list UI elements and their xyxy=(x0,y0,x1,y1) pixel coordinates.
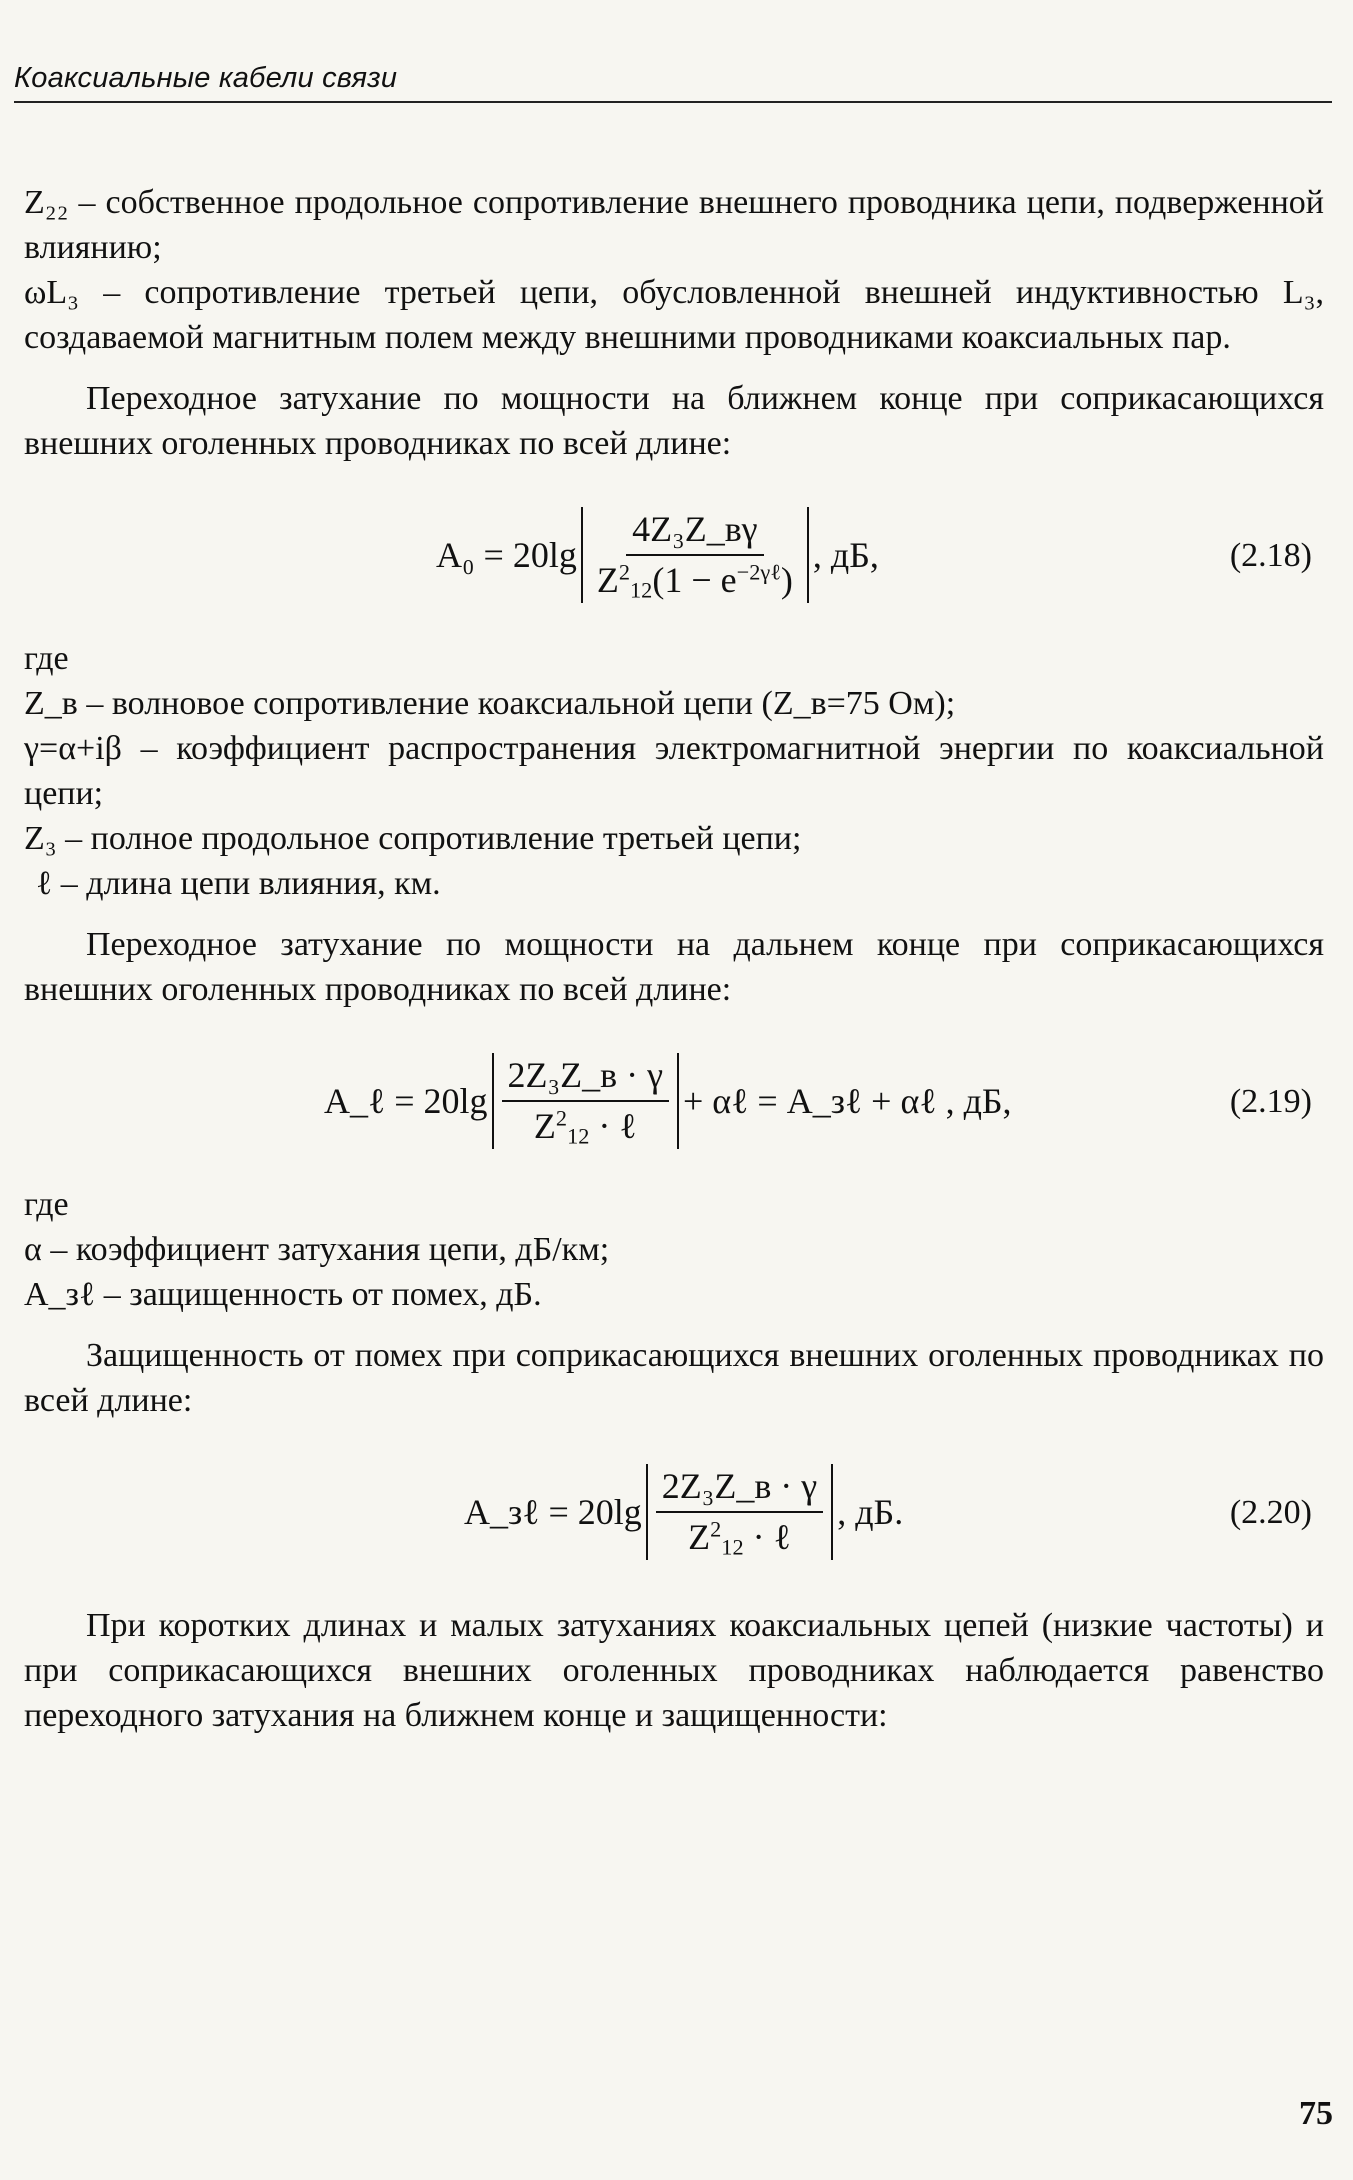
eq2-denominator xyxy=(528,1102,643,1149)
eq3-lhs: A_зℓ = 20lg xyxy=(464,1491,642,1532)
definition-zv: Z_в – волновое сопротивление коаксиальной цепи (Z_в=75 Ом); xyxy=(24,685,956,722)
eq3-den-length: · ℓ xyxy=(743,1517,791,1557)
definition-protection: A_зℓ – защищенность от помех, дБ. xyxy=(24,1276,542,1313)
eq2-abs xyxy=(492,1053,679,1149)
eq1-fraction xyxy=(591,507,799,603)
paragraph-near-end: Переходное затухание по мощности на ближнем конце при соприкасающихся внешних оголенных проводниках по всей длине: xyxy=(24,380,1324,462)
eq3-den-sub: 12 xyxy=(721,1534,744,1560)
definition-z3: Z₃ – полное продольное сопротивление третьей цепи; xyxy=(24,820,802,857)
equation-number-2-20: (2.20) xyxy=(1229,1493,1312,1531)
eq2-den-sub: 12 xyxy=(567,1123,590,1149)
eq2-den-length: · ℓ xyxy=(589,1106,637,1146)
eq1-den-sub: 12 xyxy=(630,577,653,603)
equation-2-18 xyxy=(24,480,1324,630)
eq3-numerator: 2Z₃Z_в · γ xyxy=(656,1464,823,1513)
definition-wl3: ωL₃ – сопротивление третьей цепи, обусловленной внешней индуктивностью L₃, создаваемой магнитным полем между внешними проводниками коаксиальных пар. xyxy=(24,274,1324,356)
eq2-lhs: A_ℓ = 20lg xyxy=(324,1080,488,1121)
eq1-numerator: 4Z₃Z_вγ xyxy=(626,507,763,556)
equation-2-18-body xyxy=(436,480,879,630)
eq3-unit: , дБ. xyxy=(837,1491,904,1532)
eq1-den-sup: 2 xyxy=(618,559,631,585)
eq1-den-z: Z xyxy=(596,560,619,600)
definition-alpha: α – коэффициент затухания цепи, дБ/км; xyxy=(24,1231,610,1268)
eq2-fraction xyxy=(502,1053,669,1149)
definition-gamma: γ=α+iβ – коэффициент распространения электромагнитной энергии по коаксиальной цепи; xyxy=(24,730,1324,812)
definition-z22: Z₂₂ – собственное продольное сопротивление внешнего проводника цепи, подверженной влиянию; xyxy=(24,184,1324,266)
eq2-den-sup: 2 xyxy=(555,1105,568,1131)
eq1-abs xyxy=(581,507,809,603)
where-label-1: где xyxy=(24,640,69,677)
page-number: 75 xyxy=(1299,2095,1333,2132)
eq1-lhs: A₀ = 20lg xyxy=(436,534,577,575)
paragraph-short-lengths: При коротких длинах и малых затуханиях коаксиальных цепей (низкие частоты) и при соприкасающихся внешних оголенных проводниках наблюдается равенство переходного затухания на ближнем конце и защищенности: xyxy=(24,1607,1324,1734)
eq1-unit: , дБ, xyxy=(812,534,879,575)
eq3-denominator xyxy=(682,1513,797,1560)
eq1-den-paren: (1 − e xyxy=(652,560,737,600)
eq1-den-exp: −2γℓ xyxy=(736,559,781,585)
equation-2-20 xyxy=(24,1437,1324,1587)
paragraph-far-end: Переходное затухание по мощности на дальнем конце при соприкасающихся внешних оголенных проводниках по всей длине: xyxy=(24,926,1324,1008)
eq1-den-close: ) xyxy=(780,560,793,600)
page-content xyxy=(24,180,1324,1738)
equation-number-2-19: (2.19) xyxy=(1229,1082,1312,1120)
definition-length: ℓ – длина цепи влияния, км. xyxy=(36,865,441,902)
eq3-fraction xyxy=(656,1464,823,1560)
eq1-denominator xyxy=(591,556,799,603)
running-header xyxy=(14,62,1332,103)
paragraph-protection: Защищенность от помех при соприкасающихся внешних оголенных проводниках по всей длине: xyxy=(24,1337,1324,1419)
equation-number-2-18: (2.18) xyxy=(1229,536,1312,574)
eq2-rhs: + αℓ = A_зℓ + αℓ , дБ, xyxy=(682,1080,1012,1121)
equation-2-20-body xyxy=(464,1437,903,1587)
eq2-den-z: Z xyxy=(533,1106,556,1146)
eq2-numerator: 2Z₃Z_в · γ xyxy=(502,1053,669,1102)
eq3-abs xyxy=(646,1464,833,1560)
eq3-den-z: Z xyxy=(688,1517,711,1557)
eq3-den-sup: 2 xyxy=(710,1516,722,1542)
equation-2-19-body xyxy=(324,1026,1012,1176)
equation-2-19 xyxy=(24,1026,1324,1176)
where-label-2: где xyxy=(24,1186,69,1223)
header-title: Коаксиальные кабели связи xyxy=(14,62,398,94)
